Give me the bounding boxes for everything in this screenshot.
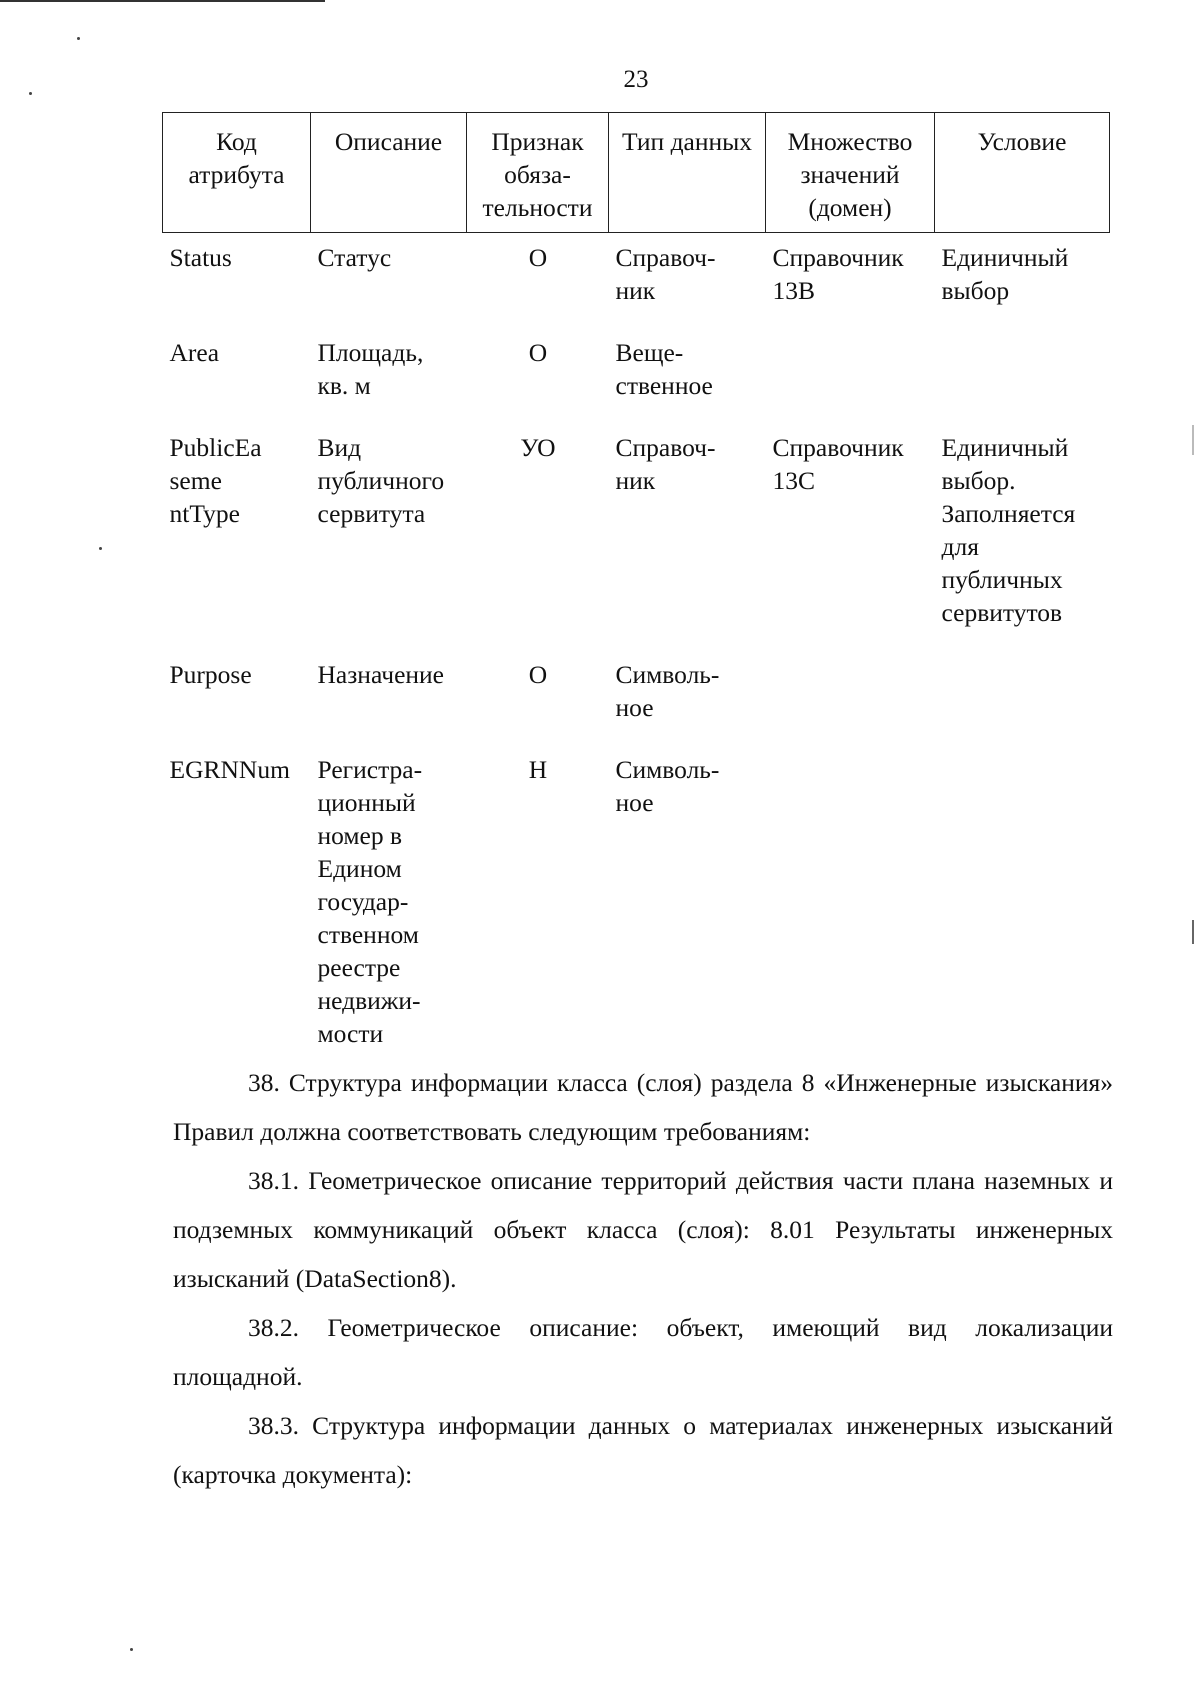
cell-mandatory-flag: О — [528, 660, 548, 689]
cell-mandatory-flag: Н — [528, 755, 548, 784]
cell-attribute-code: PublicEa seme ntType — [169, 433, 262, 528]
paragraph-38-3: 38.3. Структура информации данных о материалах инженерных изысканий (карточка документа): — [173, 1411, 1113, 1489]
cell-description: Площадь, кв. м — [317, 338, 424, 400]
cell-data-type: Символь- ное — [615, 755, 720, 817]
cell-mandatory-flag: О — [528, 338, 548, 367]
table-row — [163, 650, 1110, 745]
cell-data-type: Символь- ное — [615, 660, 720, 722]
cell-condition: Единичный выбор — [941, 243, 1069, 305]
scan-edge-mark — [1192, 920, 1194, 944]
cell-attribute-code: EGRNNum — [169, 755, 290, 784]
cell-description: Регистра- ционный номер в Едином государ- ственном реестре недвижи- мости — [317, 755, 423, 1048]
table-row — [163, 423, 1110, 650]
table-row — [163, 328, 1110, 423]
cell-attribute-code: Purpose — [169, 660, 252, 689]
header-data-type: Тип данных — [609, 113, 766, 233]
scan-speck — [99, 547, 102, 550]
cell-attribute-code: Area — [169, 338, 220, 367]
cell-value-domain — [766, 328, 935, 423]
header-value-domain: Множество значений (домен) — [766, 113, 935, 233]
paragraph-38-1: 38.1. Геометрическое описание территорий действия части плана наземных и подземных коммуникаций объект класса (слоя): 8.01 Результаты инженерных изысканий (DataSection8). — [173, 1166, 1113, 1293]
attribute-table — [162, 112, 1110, 1071]
cell-condition — [935, 650, 1110, 745]
paragraph-38-2: 38.2. Геометрическое описание: объект, имеющий вид локализации площадной. — [173, 1313, 1113, 1391]
cell-description: Статус — [317, 243, 392, 272]
cell-mandatory-flag: О — [528, 243, 548, 272]
header-condition: Условие — [935, 113, 1110, 233]
header-attribute-code: Код атрибута — [163, 113, 311, 233]
cell-value-domain: Справочник 13В — [772, 243, 904, 305]
header-description: Описание — [311, 113, 467, 233]
table-row — [163, 745, 1110, 1071]
cell-description: Вид публичного сервитута — [317, 433, 445, 528]
body-text — [173, 1058, 1113, 1499]
cell-condition: Единичный выбор. Заполняется для публичных сервитутов — [941, 433, 1076, 627]
cell-value-domain: Справочник 13С — [772, 433, 904, 495]
cell-condition — [935, 328, 1110, 423]
page-number: 23 — [623, 66, 649, 93]
cell-condition — [935, 745, 1110, 1071]
paragraph-38: 38. Структура информации класса (слоя) раздела 8 «Инженерные изыскания» Правил должна соответствовать следующим требованиям: — [173, 1068, 1113, 1146]
cell-attribute-code: Status — [169, 243, 232, 272]
scan-speck — [130, 1648, 133, 1651]
cell-description: Назначение — [317, 660, 445, 689]
cell-data-type: Справоч- ник — [615, 243, 716, 305]
table-header-row — [163, 113, 1110, 233]
cell-data-type: Справоч- ник — [615, 433, 716, 495]
cell-data-type: Веще- ственное — [615, 338, 713, 400]
scan-speck — [77, 37, 80, 40]
header-mandatory-flag: Признак обяза- тельности — [467, 113, 609, 233]
cell-value-domain — [766, 745, 935, 1071]
cell-mandatory-flag: УО — [520, 433, 556, 462]
scan-edge-line — [0, 0, 325, 2]
table-row — [163, 233, 1110, 329]
scan-edge-mark — [1192, 425, 1194, 455]
cell-value-domain — [766, 650, 935, 745]
